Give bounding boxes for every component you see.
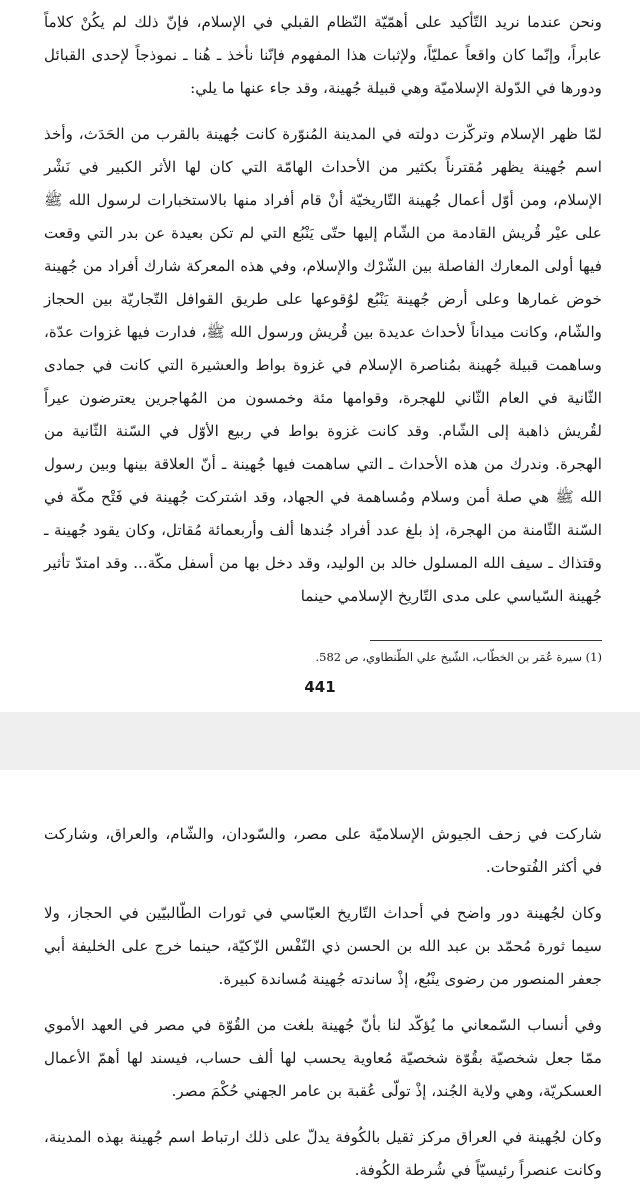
paragraph: لمّا ظهر الإسلام وتركّزت دولته في المدينة المُنوّرة كانت جُهينة بالقرب من الحَدَث، وأخذ اسم جُهينة يظهر مُقترناً بكثير من الأحداث الهامّة التي كان لها الأثر الكبير في نَشْر الإسلام، ومن أوّل أعمال جُهينة التّاريخيّة أنْ قام أفراد منها بالاستخبارات لرسول الله ﷺ على عيْر قُريش القادمة من الشّام إليها حتّى يَنْبُع التي لم تكن بعيدة عن بدر التي وقعت فيها أولى المعارك الفاصلة بين الشّرْك والإسلام، وفي هذه المعركة شارك أفراد من جُهينة خوض غمارها وعلى أرض جُهينة يَنْبُع لوُقوعها على طريق القوافل التّجاريّة بين الحجاز والشّام، وكانت ميداناً لأحداث عديدة بين قُريش ورسول الله ﷺ، فدارت فيها غزوات عدّة، وساهمت قبيلة جُهينة بمُناصرة الإسلام في غزوة بواط والعشيرة التي كانت في جمادى الثّانية في العام الثّاني للهجرة، وقوامها مئة وخمسون من المُهاجرين يعترضون عيراً لقُريش ذاهبة إلى الشّام. وقد كانت غزوة بواط في ربيع الأوّل في السّنة الثّانية من الهجرة. وندرك من هذه الأحداث ـ التي ساهمت فيها جُهينة ـ أنّ العلاقة بينها وبين رسول الله ﷺ هي صلة أمن وسلام ومُساهمة في الجهاد، وقد اشتركت جُهينة في فَتْح مكّة في السّنة الثّامنة من الهجرة، إذ بلغ عدد أفراد جُندها ألف وأربعمائة مُقاتل، وكان يقود جُهينة ـ وقتذاك ـ سيف الله المسلول خالد بن الوليد، وقد دخل بها من أسفل مكّة... وقد امتدّ تأثير جُهينة السّياسي على مدى التّاريخ الإسلامي حينما xyxy=(44,125,602,605)
paragraph: وفي أنساب السّمعاني ما يُؤكّد لنا بأنّ جُهينة بلغت من القُوّة في مصر في العهد الأموي ممّا جعل شخصيّة بقُوّة شخصيّة مُعاوية يحسب لها ألف حساب، فيسند لها أهمّ الأعمال العسكريّة، وهي ولاية الجُند، إذْ تولّى عُقبة بن عامر الجهني حُكْمَ مصر. xyxy=(44,1016,602,1100)
paragraph: ونحن عندما نريد التّأكيد على أهمّيّة النّظام القبلي في الإسلام، فإنّ ذلك لم يكُنْ كلاماً عابراً، وإنّما كان واقعاً عمليّاً، ولإثبات هذا المفهوم فإنّنا نأخذ ـ هُنا ـ نموذجاً لإحدى القبائل ودورها في الدّولة الإسلاميّة وهي قبيلة جُهينة، وقد جاء عنها ما يلي: xyxy=(44,13,602,97)
footnote-divider xyxy=(370,640,602,641)
page-442-body xyxy=(0,770,640,1187)
page-number: 441 xyxy=(304,678,336,696)
book-page-442 xyxy=(0,770,640,1200)
paragraph: وكان لجُهينة في العراق مركز ثقيل بالكُوفة يدلّ على ذلك ارتباط اسم جُهينة بهذه المدينة، وكانت عنصراً رئيسيّاً في شُرطة الكُوفة. xyxy=(44,1128,602,1179)
footnote: (1) سيرة عُمَر بن الخطّاب، الشّيخ علي الطّنطاوي، ص 582. xyxy=(315,650,602,664)
paragraph: شاركت في زحف الجيوش الإسلاميّة على مصر، والسّودان، والشّام، والعراق، وشاركت في أكثر الفُتوحات. xyxy=(44,825,602,876)
paragraph: وكان لجُهينة دور واضح في أحداث التّاريخ العبّاسي في ثورات الطّالبيّين في الحجاز، ولا سيما ثورة مُحمّد بن عبد الله بن الحسن ذي النّفْس الزّكيّة، حينما خرج على الخليفة أبي جعفر المنصور من رضوى ينْبُع، إذْ ساندته جُهينة مُساندة كبيرة. xyxy=(44,904,602,988)
